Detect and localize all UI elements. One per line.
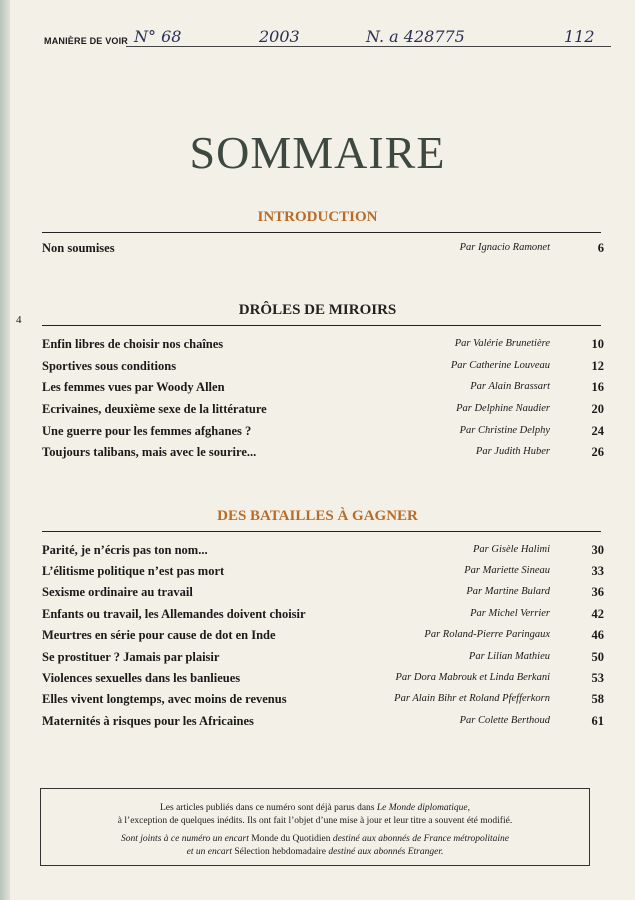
entry-author: Par Dora Mabrouk et Linda Berkani: [395, 672, 550, 683]
entry-page: 10: [591, 337, 604, 351]
entry-author: Par Lilian Mathieu: [468, 651, 550, 662]
entry-author: Par Michel Verrier: [470, 608, 550, 619]
entry-title: Sexisme ordinaire au travail: [42, 585, 193, 599]
entry-author: Par Martine Bulard: [466, 586, 550, 597]
entry-page: 26: [591, 445, 604, 459]
handwritten-reference: N. a 428775: [366, 27, 465, 46]
entry-title: Elles vivent longtemps, avec moins de revenus: [42, 692, 287, 706]
toc-entry[interactable]: [42, 402, 604, 420]
toc-entry[interactable]: [42, 628, 604, 646]
toc-entry[interactable]: [42, 585, 604, 603]
entry-page: 20: [591, 402, 604, 416]
entry-author: Par Gisèle Halimi: [473, 544, 550, 555]
notice-text: Sont joints à ce numéro un encart: [121, 834, 252, 844]
entry-page: 53: [591, 671, 604, 685]
entry-page: 50: [591, 650, 604, 664]
toc-entry[interactable]: [42, 692, 604, 710]
notice-line-4: [41, 846, 589, 859]
entry-page: 36: [591, 585, 604, 599]
entry-author: Par Alain Brassart: [470, 381, 550, 392]
toc-entry[interactable]: [42, 337, 604, 355]
entry-page: 58: [591, 692, 604, 706]
section-rule: [42, 325, 601, 326]
handwritten-pages: 112: [564, 27, 595, 46]
entry-author: Par Ignacio Ramonet: [459, 242, 550, 253]
entry-author: Par Judith Huber: [475, 446, 550, 457]
toc-entry[interactable]: [42, 671, 604, 689]
entry-author: Par Christine Delphy: [459, 425, 550, 436]
entry-page: 61: [591, 714, 604, 728]
margin-number: 4: [16, 314, 22, 326]
notice-insert-name: Sélection hebdomadaire: [234, 846, 326, 857]
entry-page: 46: [591, 628, 604, 642]
notice-text: Les articles publiés dans ce numéro sont déjà parus dans: [160, 803, 377, 813]
page-header: [44, 27, 611, 52]
entry-author: Par Roland-Pierre Paringaux: [424, 629, 550, 640]
notice-text: destiné aux abonnés Etranger.: [325, 846, 444, 857]
entry-author: Par Alain Bihr et Roland Pfefferkorn: [394, 693, 550, 704]
toc-entry[interactable]: [42, 650, 604, 668]
notice-text: et un encart: [186, 846, 235, 857]
toc-entry[interactable]: [42, 607, 604, 625]
entry-page: 6: [597, 241, 604, 255]
toc-entry[interactable]: [42, 714, 604, 732]
entry-page: 24: [591, 424, 604, 438]
toc-entry[interactable]: [42, 359, 604, 377]
handwritten-year: 2003: [259, 27, 300, 46]
notice-text: destiné aux abonnés de France métropolitaine: [330, 834, 509, 844]
handwritten-issue: N° 68: [134, 27, 182, 46]
header-rule: [126, 46, 611, 47]
entry-page: 42: [591, 607, 604, 621]
notice-line-2: à l’exception de quelques inédits. Ils ont fait l’objet d’une mise à jour et leur titre a souvent été modifié.: [117, 815, 513, 826]
section-heading-introduction: INTRODUCTION: [257, 209, 378, 225]
entry-title: L’élitisme politique n’est pas mort: [42, 564, 225, 578]
section-rule: [42, 232, 601, 233]
notice-line-3: [41, 833, 589, 846]
entry-title: Non soumises: [42, 241, 115, 255]
entry-title: Meurtres en série pour cause de dot en Inde: [42, 628, 276, 642]
toc-entry[interactable]: [42, 380, 604, 398]
entry-author: Par Delphine Naudier: [456, 403, 550, 414]
entry-title: Sportives sous conditions: [42, 359, 177, 373]
entry-title: Enfin libres de choisir nos chaînes: [42, 337, 224, 351]
toc-entry[interactable]: [42, 564, 604, 582]
toc-entry[interactable]: [42, 424, 604, 442]
entry-title: Parité, je n’écris pas ton nom...: [42, 543, 208, 557]
entry-title: Enfants ou travail, les Allemandes doivent choisir: [42, 607, 306, 621]
notice-insert-name: Monde du Quotidien: [251, 834, 331, 844]
entry-author: Par Colette Berthoud: [459, 715, 550, 726]
publication-notice: [40, 788, 590, 866]
entry-title: Une guerre pour les femmes afghanes ?: [42, 424, 252, 438]
section-rule: [42, 531, 601, 532]
toc-entry[interactable]: [42, 543, 604, 561]
entry-page: 16: [591, 380, 604, 394]
section-heading-droles-de-miroirs: DRÔLES DE MIROIRS: [238, 302, 397, 318]
entry-author: Par Catherine Louveau: [450, 360, 550, 371]
toc-entry[interactable]: [42, 241, 604, 259]
entry-title: Les femmes vues par Woody Allen: [42, 380, 225, 394]
journal-name: MANIÈRE DE VOIR: [44, 36, 129, 46]
page-title: SOMMAIRE: [189, 127, 446, 178]
entry-page: 12: [591, 359, 604, 373]
entry-title: Toujours talibans, mais avec le sourire...: [42, 445, 257, 459]
entry-title: Se prostituer ? Jamais par plaisir: [42, 650, 220, 664]
section-heading-des-batailles: DES BATAILLES À GAGNER: [217, 508, 418, 524]
entry-title: Violences sexuelles dans les banlieues: [42, 671, 241, 685]
entry-page: 33: [591, 564, 604, 578]
toc-entry[interactable]: [42, 445, 604, 463]
entry-title: Ecrivaines, deuxième sexe de la littérature: [42, 402, 267, 416]
notice-line-1: [41, 802, 589, 815]
entry-author: Par Mariette Sineau: [464, 565, 550, 576]
entry-page: 30: [591, 543, 604, 557]
entry-title: Maternités à risques pour les Africaines: [42, 714, 254, 728]
entry-author: Par Valérie Brunetière: [454, 338, 550, 349]
notice-publication-name: Le Monde diplomatique,: [376, 803, 470, 813]
